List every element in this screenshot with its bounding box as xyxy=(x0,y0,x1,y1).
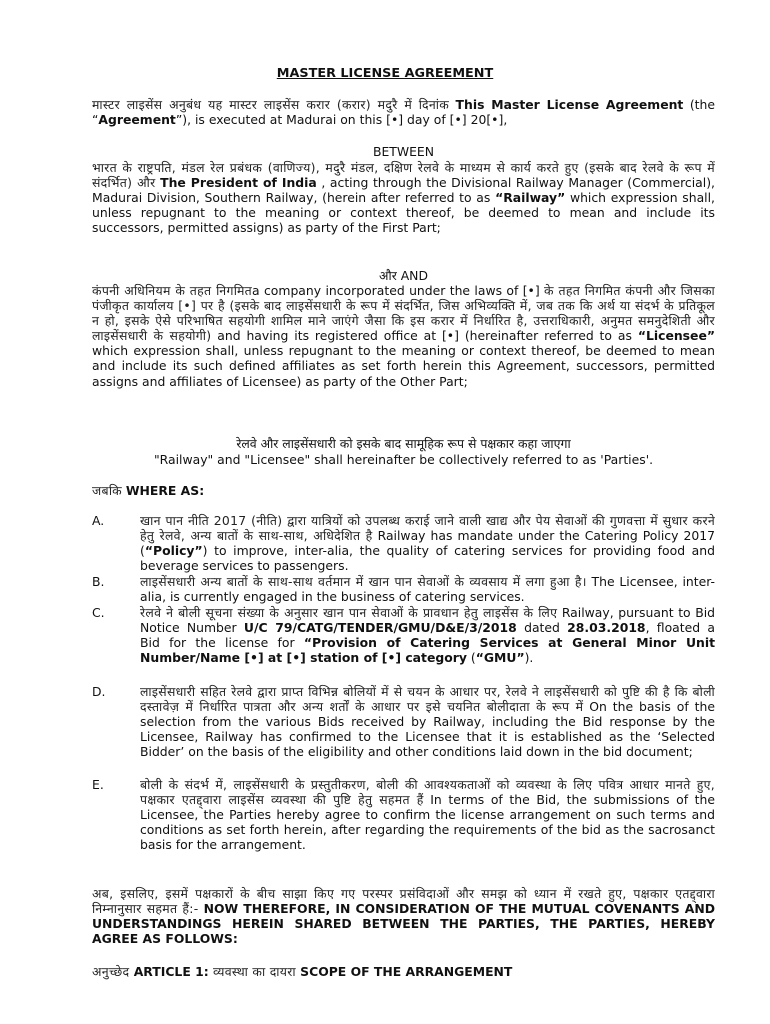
intro-agreement-term: Agreement xyxy=(98,112,176,128)
recital-english-5: ). xyxy=(524,650,534,666)
gmu-defined-term: “GMU” xyxy=(475,650,525,666)
recital-text xyxy=(140,574,715,604)
recital-english: The Licensee, inter-alia, is currently engaged in the business of catering services. xyxy=(140,574,715,605)
parties-hindi: रेलवे और लाइसेंसधारी को इसके बाद सामूहिक रूप से पक्षकार कहा जाएगा xyxy=(236,436,571,451)
recital-letter: C. xyxy=(92,605,105,620)
whereas-hindi: जबकि xyxy=(92,483,122,498)
railway-party-hindi: भारत के राष्ट्रपति, मंडल रेल प्रबंधक (वाणिज्य), मदुरै मंडल, दक्षिण रेलवे के माध्यम से कार्य करते हुए (इसके बाद रेलवे के रूप में संदर्भित) और xyxy=(92,160,715,191)
catering-services-title: “Provision of Catering Services at General Minor Unit Number/Name [•] at [•] station of [•] category xyxy=(140,635,715,666)
recital-english-2: ) to improve, inter-alia, the quality of catering services for providing food and beverage services to passengers. xyxy=(140,543,715,574)
recital-english: Railway, pursuant to Bid Notice Number xyxy=(140,605,716,636)
recital-letter: B. xyxy=(92,574,105,589)
recital-english-2: dated xyxy=(516,620,568,636)
bid-date: 28.03.2018 xyxy=(567,620,646,636)
recital-hindi: लाइसेंसधारी अन्य बातों के साथ-साथ वर्तमान में खान पान सेवाओं के व्यवसाय में लगा हुआ है। xyxy=(140,574,587,589)
licensee-party-hindi: कंपनी अधिनियम के तहत निगमित xyxy=(92,283,253,298)
railway-party-text-2: which expression shall, unless repugnant to the meaning or context thereof, be deemed to mean and include its successors, permitted assigns) as party of the First Part; xyxy=(92,190,715,236)
now-therefore-english: NOW THEREFORE, IN CONSIDERATION OF THE MUTUAL COVENANTS AND UNDERSTANDINGS HEREIN SHARED BETWEEN THE PARTIES, THE PARTIES, HEREBY AGREE AS FOLLOWS: xyxy=(92,901,715,947)
article-label: ARTICLE 1: xyxy=(129,964,213,979)
now-therefore-hindi: अब, इसलिए, इसमें पक्षकारों के बीच साझा किए गए परस्पर प्रसंविदाओं और समझ को ध्यान में रखते हुए, पक्षकार एतद्द्वारा निम्नानुसार सहमत हैं:- xyxy=(92,886,715,917)
intro-end: ”), is executed at Madurai on this [•] day of [•] 20[•], xyxy=(175,112,508,128)
and-heading: और AND xyxy=(379,268,428,283)
whereas-heading xyxy=(92,483,715,498)
recital-english: Railway has mandate under the Catering Policy 2017 ( xyxy=(140,528,715,559)
article-title: SCOPE OF THE ARRANGEMENT xyxy=(295,964,513,979)
recital-text xyxy=(140,777,715,852)
recital-english: In terms of the Bid, the submissions of the Licensee, the Parties hereby agree to confirm the license arrangement on such terms and conditions as set forth herein, after regarding the requirements of the bid as the sacrosanct basis for the arrangement. xyxy=(140,792,716,853)
licensee-party-text-3: which expression shall, unless repugnant to the meaning or context thereof, be deemed to mean and include its such defined affiliates as set forth herein this Agreement, successors, permitted assigns and affiliates of Licensee) as party of the Other Part; xyxy=(92,343,715,389)
licensee-party-text-2: and having its registered office at [•] (hereinafter referred to as xyxy=(211,328,638,344)
now-therefore-paragraph xyxy=(92,886,715,946)
licensee-party-paragraph xyxy=(92,283,715,389)
recital-letter: A. xyxy=(92,513,105,528)
article-1-heading xyxy=(92,964,715,979)
recital-english: On the basis of the selection from the various Bids received by Railway, including the Bid response by the Licensee, Railway has confirmed to the Licensee that it is established as the ‘Selected Bidder’ on the basis of the eligibility and other conditions laid down in the bid document; xyxy=(140,699,715,760)
railway-defined-term: “Railway” xyxy=(495,190,566,206)
intro-paragraph xyxy=(92,97,715,127)
recital-english-3: , floated a Bid for the license for xyxy=(140,620,715,651)
recital-hindi: बोली के संदर्भ में, लाइसेंसधारी के प्रस्तुतीकरण, बोली की आवश्यकताओं को व्यवस्था के लिए पवित्र आधार मानते हुए, पक्षकार एतद्द्वारा लाइसेंस व्यवस्था की पुष्टि हेतु सहमत हैं xyxy=(140,777,715,808)
president-of-india: The President of India xyxy=(160,175,317,191)
document-title: MASTER LICENSE AGREEMENT xyxy=(276,66,494,81)
railway-party-text-1: , acting through the Divisional Railway Manager (Commercial), Madurai Division, Southern Railway, (herein after referred to as xyxy=(92,175,715,206)
recital-english-4: ( xyxy=(466,650,476,666)
intro-hindi: मास्टर लाइसेंस अनुबंध यह मास्टर लाइसेंस करार (करार) मदुरै में दिनांक xyxy=(92,97,450,112)
recital-text xyxy=(140,684,715,759)
recital-text xyxy=(140,513,715,573)
licensee-party-text-1: a company incorporated under the laws of [•] xyxy=(252,283,545,298)
bid-notice-number: U/C 79/CATG/TENDER/GMU/D&E/3/2018 xyxy=(243,620,517,636)
whereas-english: WHERE AS: xyxy=(125,483,205,498)
railway-party-paragraph xyxy=(92,160,715,235)
article-title-hindi: व्यवस्था का दायरा xyxy=(212,964,296,979)
intro-this-agreement: This Master License Agreement xyxy=(455,97,684,112)
recital-text xyxy=(140,605,715,665)
article-hindi: अनुच्छेद xyxy=(92,964,130,979)
recital-hindi: रेलवे ने बोली सूचना संख्या के अनुसार खान पान सेवाओं के प्रावधान हेतु लाइसेंस के लिए xyxy=(140,605,558,620)
intro-mid: (the “ xyxy=(92,97,715,128)
policy-defined-term: “Policy” xyxy=(144,543,203,559)
licensee-party-hindi-2: के तहत निगमित कंपनी और जिसका पंजीकृत कार्यालय [•] पर है (इसके बाद लाइसेंसधारी के रूप में संदर्भित, जिस अभिव्यक्ति में, जब तक कि अर्थ या संदर्भ के प्रतिकूल न हो, इसके ऐसे परिभाषित सहयोगी शामिल माने जाएंगे जैसा कि इस करार में निर्धारित है, उत्तराधिकारी, अनुमत समनुदेशिती और लाइसेंसधारी के सहयोगी) xyxy=(92,283,715,344)
recital-letter: E. xyxy=(92,777,104,792)
recital-hindi: खान पान नीति 2017 (नीति) द्वारा यात्रियों को उपलब्ध कराई जाने वाली खाद्य और पेय सेवाओं की गुणवत्ता में सुधार करने हेतु रेलवे, अन्य बातों के साथ-साथ, अधिदेशित है xyxy=(140,513,715,544)
licensee-defined-term: “Licensee” xyxy=(637,328,715,344)
recital-letter: D. xyxy=(92,684,106,699)
between-heading: BETWEEN xyxy=(372,144,435,159)
recital-hindi: लाइसेंसधारी सहित रेलवे द्वारा प्राप्त विभिन्न बोलियों में से चयन के आधार पर, रेलवे ने लाइसेंसधारी को पुष्टि की है कि बोली दस्तावेज़ में निर्धारित पात्रता और अन्य शर्तों के आधार पर इसे चयनित बोलीदाता के रूप में xyxy=(140,684,715,715)
parties-english: "Railway" and "Licensee" shall hereinafter be collectively referred to as 'Parties'. xyxy=(153,452,654,467)
